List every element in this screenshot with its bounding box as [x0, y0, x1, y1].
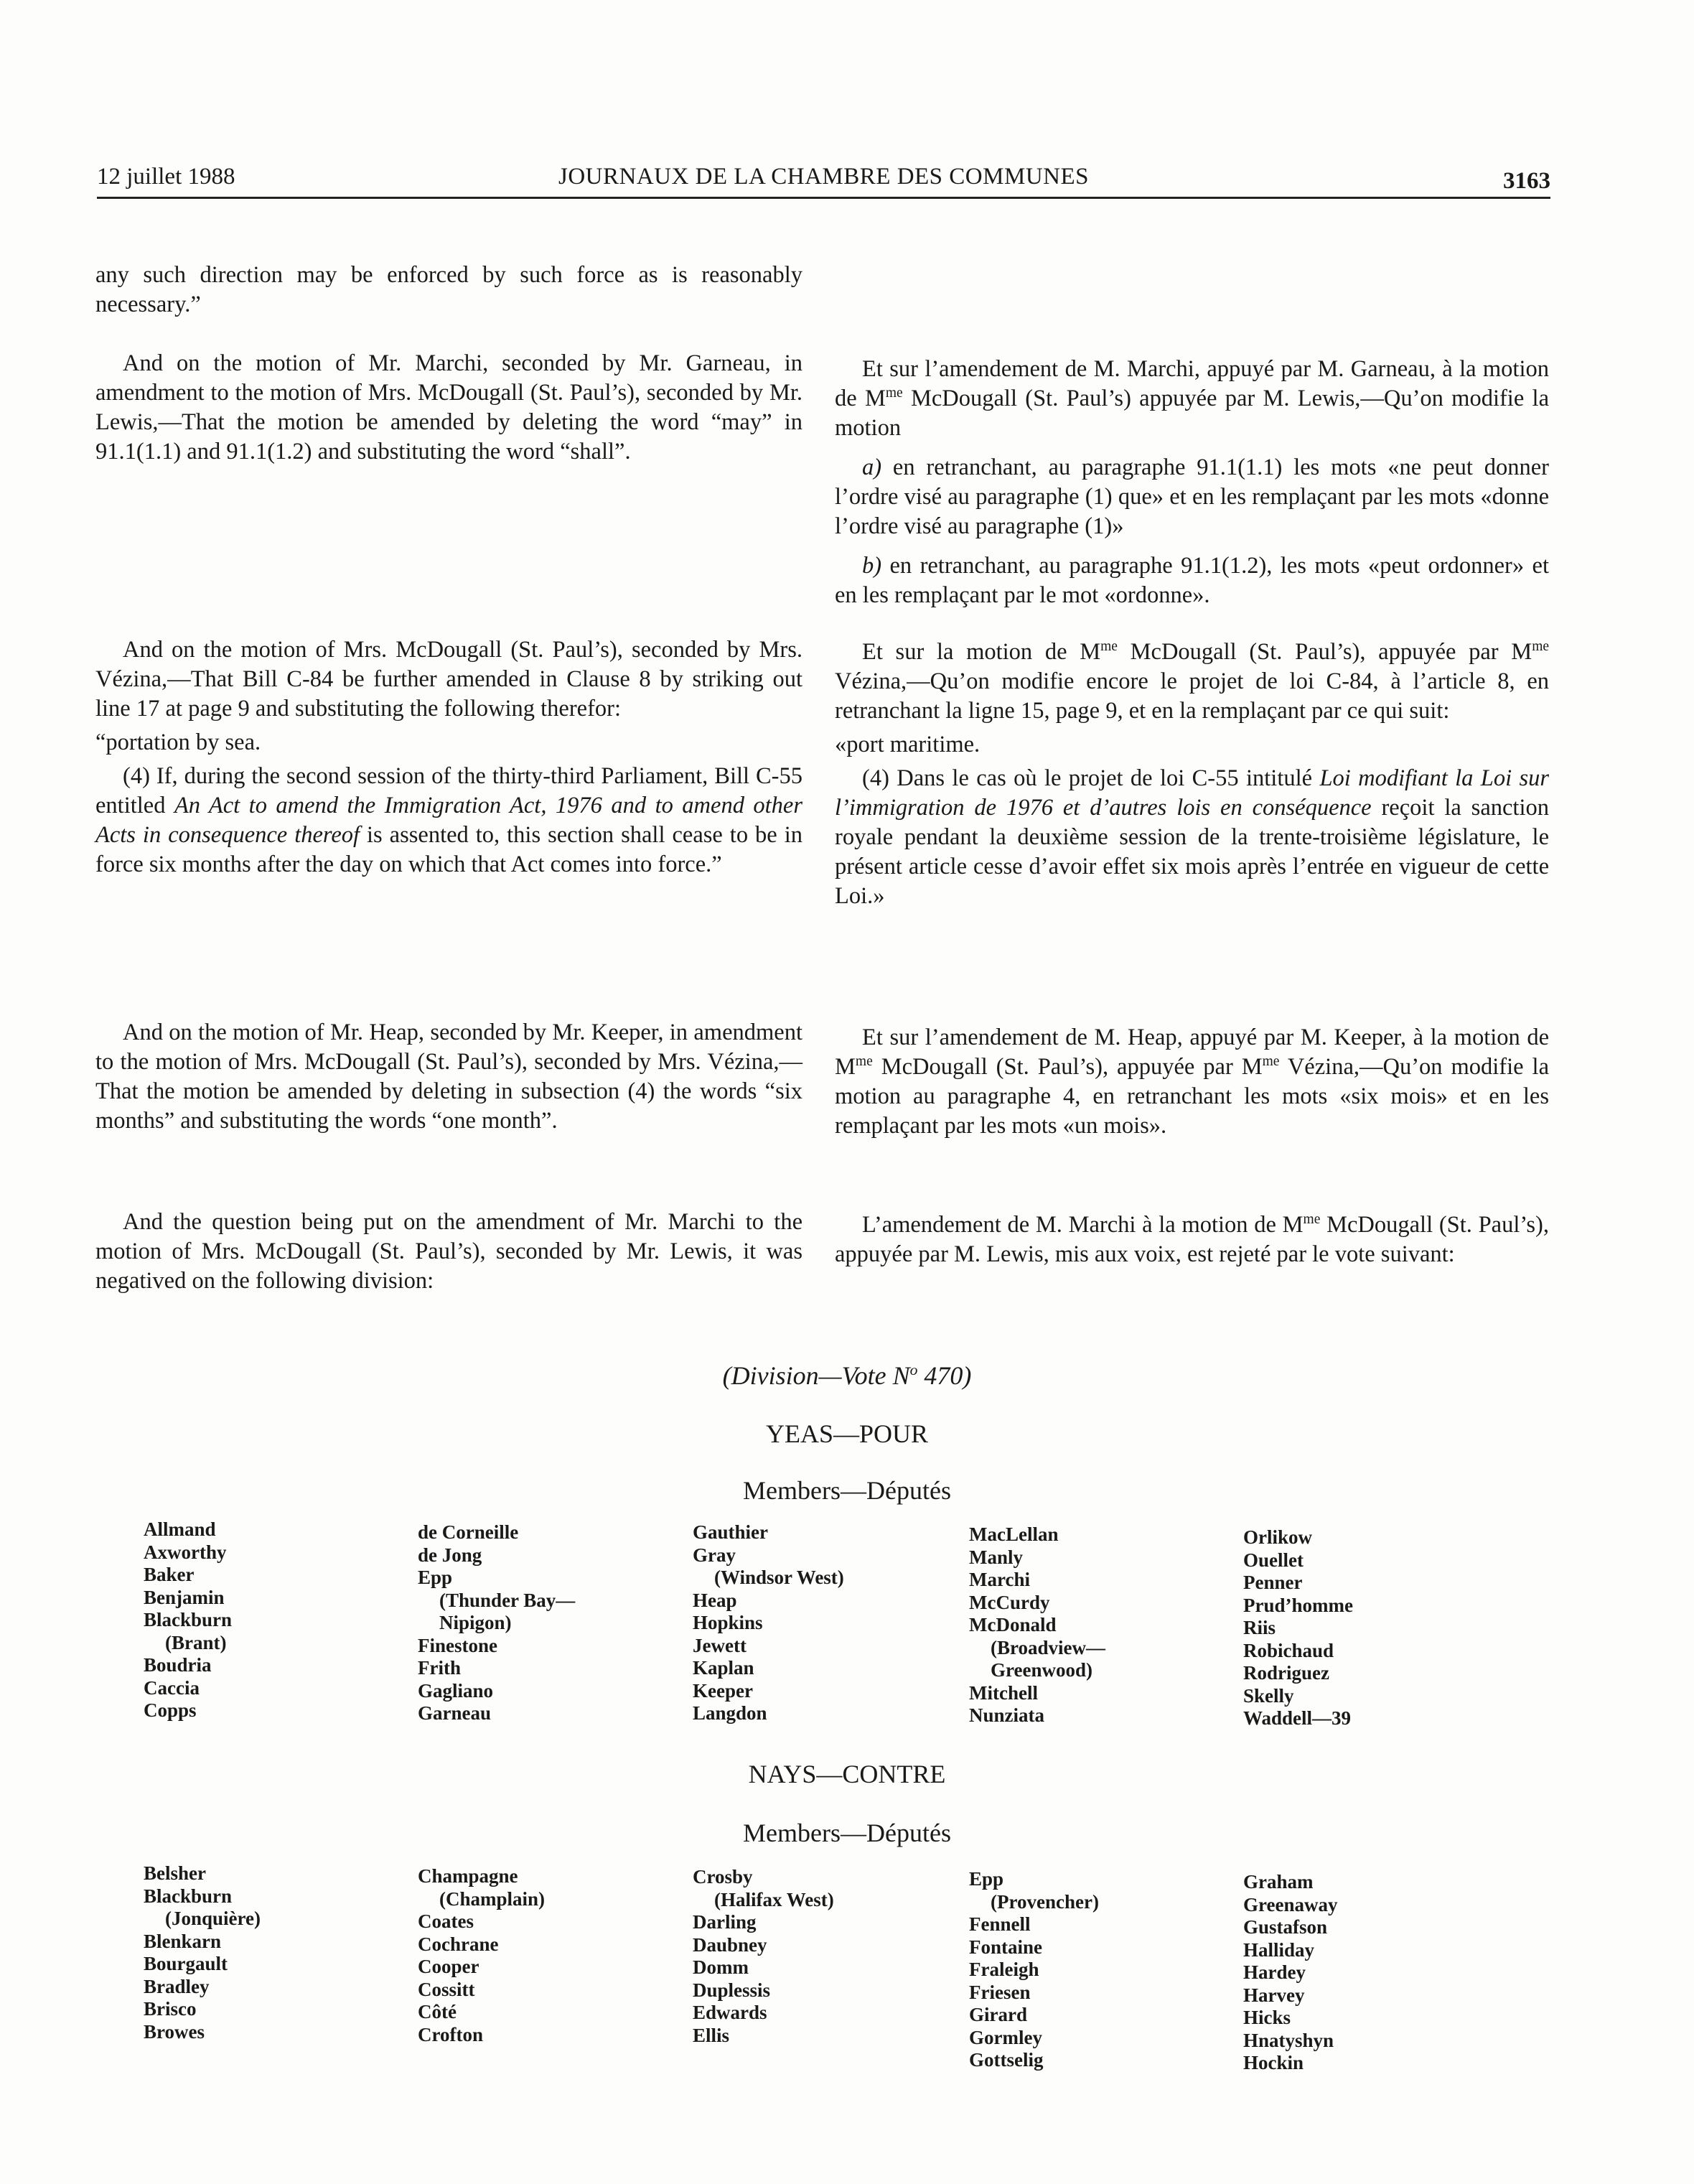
- member-name: Jewett: [693, 1634, 747, 1656]
- fr-quote-start: «port maritime.: [835, 732, 981, 757]
- member-name: Bradley: [144, 1975, 210, 1997]
- member-name: Langdon: [693, 1702, 767, 1724]
- en-paragraph-1: any such direction may be enforced by such force as is reasonably necessary.”: [95, 262, 802, 317]
- member-name: Hardey: [1243, 1961, 1306, 1983]
- member-name: Crofton: [418, 2023, 483, 2045]
- member-name: Axworthy: [144, 1541, 227, 1563]
- member-name: Penner: [1243, 1572, 1303, 1593]
- member-name: Keeper: [693, 1679, 753, 1702]
- nays-heading: NAYS—CONTRE: [748, 1760, 946, 1788]
- member-name: Browes: [144, 2020, 205, 2043]
- member-name: Kaplan: [693, 1657, 754, 1679]
- member-name: Orlikow: [1243, 1526, 1313, 1548]
- member-name: Gauthier: [693, 1521, 768, 1543]
- fr-paragraph-1: Et sur l’amendement de M. Marchi, appuyé par M. Garneau, à la motion de $M^{me}$ McDougall (St. Paul’s) appuyée par M. Lewis,—Qu’on modifie la motion a) en retranchant, au paragraphe 91.1(1.1) les mots «ne peut donner l’ordre visé au paragraphe (1) que» et en les remplaçant par les mots «donne l’ordre visé au paragraphe (1)» b) en retranchant, au paragraphe 91.1(1.2), les mots «peut ordonner» et en les remplaçant par le mot «ordonne».: [835, 355, 1549, 610]
- member-name: Greenaway: [1243, 1893, 1338, 1915]
- member-name: Friesen: [969, 1981, 1031, 2003]
- yeas-column-4: [969, 1523, 1105, 1727]
- member-name: Brisco: [144, 1998, 197, 2020]
- member-name: Blackburn: [144, 1609, 233, 1630]
- member-name: Graham: [1243, 1871, 1314, 1893]
- member-name: Heap: [693, 1589, 737, 1611]
- member-name: Manly: [969, 1546, 1024, 1568]
- page-number: 3163: [1503, 168, 1550, 194]
- member-riding: (Windsor West): [714, 1567, 844, 1588]
- fr-item-a: a) en retranchant, au paragraphe 91.1(1.1) les mots «ne peut donner l’ordre visé au paragraphe (1) que» et en les remplaçant par les mots «donne l’ordre visé au paragraphe (1)»: [835, 454, 1549, 539]
- yeas-column-1: [144, 1518, 232, 1722]
- member-name: Epp: [969, 1868, 1004, 1890]
- member-riding: (Brant): [165, 1631, 227, 1653]
- member-name: Hopkins: [693, 1612, 763, 1633]
- member-name: Ellis: [693, 2024, 730, 2046]
- yeas-members-heading: Members—Députés: [743, 1476, 951, 1505]
- member-name: Gustafson: [1243, 1916, 1328, 1938]
- fr-paragraph-2: Et sur la motion de $M^{me}$ McDougall (St. Paul’s), appuyée par $M^{me}$ Vézina,—Qu’on modifie encore le projet de loi C-84, à l’article 8, en retranchant la ligne 15, page 9, et en la remplaçant par ce qui suit: «port maritime. (4) Dans le cas où le projet de loi C-55 intitulé Loi modifiant la Loi sur l’immigration de 1976 et d’autres lois en conséquence reçoit la sanction royale pendant la deuxième session de la trente-troisième législature, le présent article cesse d’avoir effet six mois après l’entrée en vigueur de cette Loi.»: [835, 638, 1549, 911]
- fr-paragraph-result: L’amendement de M. Marchi à la motion de $M^{me}$ McDougall (St. Paul’s), appuyée par M. Lewis, mis aux voix, est rejeté par le vote suivant:: [835, 1212, 1550, 1267]
- en-subsection-4: (4) If, during the second session of the thirty-third Parliament, Bill C-55 entitled An Act to amend the Immigration Act, 1976 and to amend other Acts in consequence thereof is assented to, this section shall cease to be in force six months after the day on which that Act comes into force.”: [95, 763, 803, 877]
- member-riding: (Provencher): [991, 1890, 1099, 1913]
- member-name: Boudria: [144, 1654, 212, 1676]
- member-name: Coates: [418, 1910, 474, 1932]
- member-name: Blackburn: [144, 1885, 233, 1907]
- member-name: Robichaud: [1243, 1639, 1334, 1661]
- nays-column-2: [418, 1865, 545, 2046]
- member-name: Daubney: [693, 1933, 767, 1956]
- member-name: MacLellan: [969, 1523, 1059, 1545]
- member-name: Gagliano: [418, 1679, 494, 1702]
- header-journal-title: JOURNAUX DE LA CHAMBRE DES COMMUNES: [558, 164, 1089, 190]
- member-name: Prud’homme: [1243, 1594, 1353, 1616]
- member-name: Côté: [418, 2001, 457, 2022]
- member-riding: Nipigon): [439, 1612, 512, 1633]
- member-name: Duplessis: [693, 1979, 771, 2001]
- member-name: de Corneille: [418, 1521, 519, 1543]
- member-name: Riis: [1243, 1617, 1276, 1638]
- member-riding: (Champlain): [439, 1887, 546, 1910]
- member-name: Allmand: [144, 1518, 216, 1540]
- member-name: de Jong: [418, 1544, 482, 1566]
- member-name: Benjamin: [144, 1586, 225, 1608]
- member-name: Cooper: [418, 1956, 479, 1977]
- member-name: Halliday: [1243, 1938, 1315, 1961]
- member-name: Nunziata: [969, 1704, 1045, 1726]
- division-title: (Division—Vote $N^o$ 470): [722, 1361, 972, 1390]
- member-riding: Greenwood): [991, 1659, 1092, 1681]
- en-quote-start: “portation by sea.: [95, 729, 261, 755]
- member-name: Fennell: [969, 1913, 1031, 1935]
- member-name: Ouellet: [1243, 1549, 1304, 1571]
- member-name: Fontaine: [969, 1936, 1043, 1958]
- member-name: Hicks: [1243, 2007, 1291, 2028]
- member-name: Caccia: [144, 1676, 200, 1699]
- fr-item-b: b) en retranchant, au paragraphe 91.1(1.2), les mots «peut ordonner» et en les remplaçant par le mot «ordonne».: [835, 553, 1549, 608]
- member-name: Mitchell: [969, 1681, 1038, 1704]
- member-name: Gormley: [969, 2026, 1042, 2048]
- en-paragraph-question: And the question being put on the amendment of Mr. Marchi to the motion of Mrs. McDougall (St. Paul’s), seconded by Mr. Lewis, it was negatived on the following division:: [95, 1209, 802, 1294]
- member-name: Gottselig: [969, 2049, 1044, 2071]
- member-name: Edwards: [693, 2002, 767, 2023]
- member-name: Frith: [418, 1657, 461, 1679]
- yeas-column-3: [693, 1521, 844, 1725]
- member-riding: (Thunder Bay—: [439, 1589, 576, 1611]
- member-name: Hockin: [1243, 2052, 1304, 2073]
- member-riding: (Halifax West): [714, 1888, 834, 1910]
- nays-column-4: [969, 1868, 1099, 2072]
- fr-subsection-4: (4) Dans le cas où le projet de loi C-55 intitulé Loi modifiant la Loi sur l’immigration de 1976 et d’autres lois en conséquence reçoit la sanction royale pendant la deuxième session de la trente-troisième législature, le présent article cesse d’avoir effet six mois après l’entrée en vigueur de cette Loi.»: [835, 765, 1550, 909]
- member-name: Skelly: [1243, 1684, 1294, 1707]
- en-paragraph-heap: And on the motion of Mr. Heap, seconded by Mr. Keeper, in amendment to the motion of Mrs. McDougall (St. Paul’s), seconded by Mrs. Vézina,—That the motion be amended by deleting in subsection (4) the words “six months” and substituting the words “one month”.: [95, 1019, 802, 1134]
- running-header: [97, 159, 1550, 199]
- yeas-column-5: [1243, 1526, 1353, 1730]
- member-name: McCurdy: [969, 1591, 1050, 1613]
- member-name: Domm: [693, 1956, 749, 1978]
- nays-members-heading: Members—Députés: [743, 1819, 951, 1847]
- member-name: McDonald: [969, 1614, 1057, 1635]
- member-name: Cossitt: [418, 1978, 475, 2000]
- member-name: Copps: [144, 1699, 197, 1721]
- en-paragraph-3: And on the motion of Mrs. McDougall (St. Paul’s), seconded by Mrs. Vézina,—That Bill C-84 be further amended in Clause 8 by striking out line 17 at page 9 and substituting the following therefor: “portation by sea. (4) If, during the second session of the thirty-third Parliament, Bill C-55 entitled An Act to amend the Immigration Act, 1976 and to amend other Acts in consequence thereof is assented to, this section shall cease to be in force six months after the day on which that Act comes into force.”: [95, 635, 802, 879]
- member-name: Hnatyshyn: [1243, 2029, 1334, 2051]
- member-name: Fraleigh: [969, 1959, 1039, 1980]
- nays-column-1: [144, 1862, 261, 2043]
- en-paragraph-2: And on the motion of Mr. Marchi, seconded by Mr. Garneau, in amendment to the motion of Mrs. McDougall (St. Paul’s), seconded by Mr. Lewis,—That the motion be amended by deleting the word “may” in 91.1(1.1) and 91.1(1.2) and substituting the word “shall”.: [95, 350, 802, 465]
- member-name: Cochrane: [418, 1933, 499, 1955]
- member-name: Waddell—39: [1243, 1707, 1352, 1729]
- yeas-column-2: [418, 1521, 575, 1725]
- member-name: Belsher: [144, 1862, 206, 1884]
- member-name: Harvey: [1243, 1984, 1305, 2006]
- member-name: Epp: [418, 1567, 453, 1588]
- member-name: Bourgault: [144, 1953, 228, 1974]
- member-name: Crosby: [693, 1866, 753, 1887]
- member-name: Blenkarn: [144, 1930, 222, 1952]
- member-name: Marchi: [969, 1569, 1030, 1590]
- yeas-heading: YEAS—POUR: [765, 1419, 929, 1448]
- member-name: Gray: [693, 1544, 736, 1566]
- member-riding: (Jonquière): [165, 1908, 261, 1929]
- member-name: Baker: [144, 1564, 195, 1585]
- nays-column-5: [1243, 1871, 1337, 2075]
- member-name: Finestone: [418, 1634, 497, 1656]
- member-name: Garneau: [418, 1702, 492, 1724]
- member-name: Girard: [969, 2004, 1027, 2025]
- header-date: 12 juillet 1988: [97, 164, 235, 190]
- member-name: Champagne: [418, 1865, 518, 1887]
- fr-paragraph-heap: Et sur l’amendement de M. Heap, appuyé par M. Keeper, à la motion de $M^{me}$ McDougall (St. Paul’s), appuyée par $M^{me}$ Vézina,—Qu’on modifie la motion au paragraphe 4, en retranchant les mots «six mois» et en les remplaçant par les mots «un mois».: [835, 1025, 1549, 1139]
- member-riding: (Broadview—: [991, 1636, 1105, 1658]
- nays-column-3: [693, 1866, 834, 2047]
- member-name: Darling: [693, 1911, 757, 1933]
- member-name: Rodriguez: [1243, 1662, 1329, 1684]
